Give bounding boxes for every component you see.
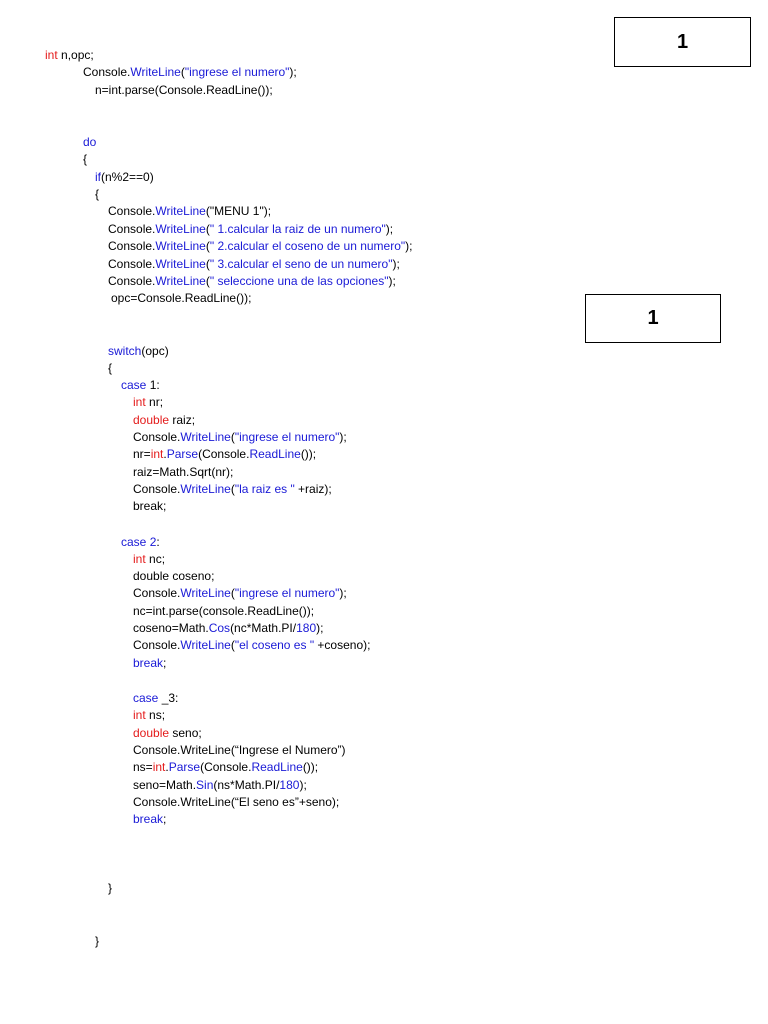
code-token: ( [180,65,185,79]
code-token: int [152,760,166,774]
code-token: Console. [133,482,181,496]
code-token: Console. [108,222,156,236]
code-token: "ingrese el numero" [234,430,340,444]
code-token: Console. [133,638,181,652]
code-token: _3: [158,691,179,705]
code-token: "la raiz es " [234,482,295,496]
code-line [133,655,166,672]
code-token: ( [205,239,210,253]
code-token: : [156,535,160,549]
code-line [108,221,393,238]
code-token: coseno=Math. [133,621,209,635]
code-line [133,412,195,429]
code-token: Sin [196,778,214,792]
code-token: . [163,447,167,461]
code-token: ns= [133,760,153,774]
code-token: Console. [108,239,156,253]
code-line [108,203,271,220]
code-token: Console. [133,586,181,600]
code-token: ); [385,222,394,236]
code-token: ); [405,239,413,253]
number-box-top [614,17,751,67]
code-line [121,534,160,551]
code-token: double [133,413,170,427]
code-line [133,429,347,446]
code-token: nc=int.parse(console.ReadLine()); [133,604,315,618]
code-line [83,134,96,151]
code-token: ); [392,257,400,271]
code-token: WriteLine [180,430,231,444]
code-token: ( [230,482,235,496]
code-token: { [95,187,100,201]
code-token: " seleccione una de las opciones" [209,274,389,288]
code-token: . [165,760,169,774]
code-token: ( [230,586,235,600]
code-token: switch [108,344,142,358]
code-line [133,568,214,585]
code-line [133,498,166,515]
code-line [133,811,166,828]
code-token: ); [339,586,347,600]
code-line [133,742,346,759]
code-token: { [83,152,88,166]
code-line [108,238,413,255]
code-line [83,64,297,81]
code-token: WriteLine [180,482,231,496]
code-line [108,343,169,360]
code-token: opc=Console.ReadLine()); [111,291,252,305]
code-token: ()); [300,447,317,461]
code-token: 180 [279,778,300,792]
code-token: Console. [108,204,156,218]
code-token: WriteLine [180,638,231,652]
code-token: Cos [208,621,231,635]
code-token: do [83,135,97,149]
code-token: case [121,378,147,392]
code-line [133,690,178,707]
code-line [45,47,94,64]
code-token: break [133,812,164,826]
code-token: int [133,395,146,409]
code-line [111,290,251,307]
code-token: WriteLine [155,239,206,253]
code-token: Console. [83,65,131,79]
code-token: seno; [169,726,202,740]
code-line [133,725,202,742]
code-token: ReadLine [251,760,303,774]
code-token: Console. [108,257,156,271]
code-token: ( [205,222,210,236]
code-line [95,169,154,186]
code-line [108,360,112,377]
code-token: "ingrese el numero" [184,65,290,79]
code-token: Console.WriteLine(“El seno es”+seno); [133,795,340,809]
code-line [133,707,165,724]
code-token: (Console. [200,760,252,774]
code-line [133,464,233,481]
code-token: nr; [145,395,164,409]
code-line [133,446,316,463]
code-line [133,551,165,568]
code-token: 1: [146,378,160,392]
code-token: (nc*Math.PI/ [230,621,297,635]
code-token: ()); [302,760,319,774]
code-token: 2 [149,535,157,549]
code-token: int [133,552,146,566]
code-token: WriteLine [155,274,206,288]
code-token: "ingrese el numero" [234,586,340,600]
code-token: case [133,691,159,705]
code-token: nr= [133,447,151,461]
code-token: 180 [296,621,317,635]
code-token: (opc) [141,344,169,358]
code-token: ; [163,812,167,826]
code-line [133,637,370,654]
code-token: Console. [133,430,181,444]
code-token: ( [205,274,210,288]
code-token: " 2.calcular el coseno de un numero" [209,239,406,253]
code-token: ); [299,778,307,792]
code-token: int [45,48,58,62]
code-token: ReadLine [249,447,301,461]
code-line [108,256,400,273]
code-token: n,opc; [57,48,94,62]
code-token: "el coseno es " [234,638,315,652]
code-token: ( [230,430,235,444]
code-token: Parse [166,447,199,461]
code-token: n=int.parse(Console.ReadLine()); [95,83,273,97]
code-line [133,394,163,411]
code-line [133,777,307,794]
code-line [83,151,87,168]
code-token: ; [163,656,167,670]
code-token: raiz=Math.Sqrt(nr); [133,465,234,479]
code-token: { [108,361,113,375]
code-line [133,603,314,620]
code-token: ); [316,621,324,635]
code-token: (ns*Math.PI/ [213,778,280,792]
code-token: int [133,708,146,722]
code-token: ); [339,430,347,444]
number-box-middle [585,294,721,343]
code-token: (n%2==0) [101,170,154,184]
code-token: +coseno); [314,638,371,652]
code-token: } [95,934,100,948]
code-token: +raiz); [294,482,332,496]
code-token: ("MENU 1"); [205,204,272,218]
code-token: ); [388,274,396,288]
code-token: nc; [145,552,166,566]
code-token: Console.WriteLine(“Ingrese el Numero”) [133,743,346,757]
code-token: WriteLine [130,65,181,79]
code-token: double coseno; [133,569,215,583]
number-box-middle-label: 1 [647,307,659,329]
code-line [95,186,99,203]
code-token: (Console. [198,447,250,461]
code-token: WriteLine [155,204,206,218]
code-line [108,273,396,290]
code-line [95,933,99,950]
code-line [133,481,332,498]
code-line [133,620,323,637]
code-token: if [95,170,101,184]
code-line [133,585,347,602]
code-line [133,759,318,776]
code-token: WriteLine [155,257,206,271]
code-token: ( [205,257,210,271]
code-token: Console. [108,274,156,288]
code-token: Parse [168,760,201,774]
number-box-top-label: 1 [676,30,689,53]
code-token: break; [133,499,167,513]
code-token: ns; [145,708,166,722]
code-line [95,82,273,99]
code-token: double [133,726,170,740]
code-token: int [150,447,164,461]
code-token: break [133,656,164,670]
code-token: seno=Math. [133,778,197,792]
code-token: raiz; [169,413,196,427]
code-token: } [108,881,113,895]
code-line [121,377,160,394]
code-line [133,794,339,811]
code-token: ( [230,638,235,652]
code-token: ); [289,65,297,79]
code-token: " 1.calcular la raiz de un numero" [209,222,386,236]
code-token: WriteLine [155,222,206,236]
code-token: " 3.calcular el seno de un numero" [209,257,393,271]
code-token: WriteLine [180,586,231,600]
code-token: case [121,535,147,549]
code-line [108,880,112,897]
